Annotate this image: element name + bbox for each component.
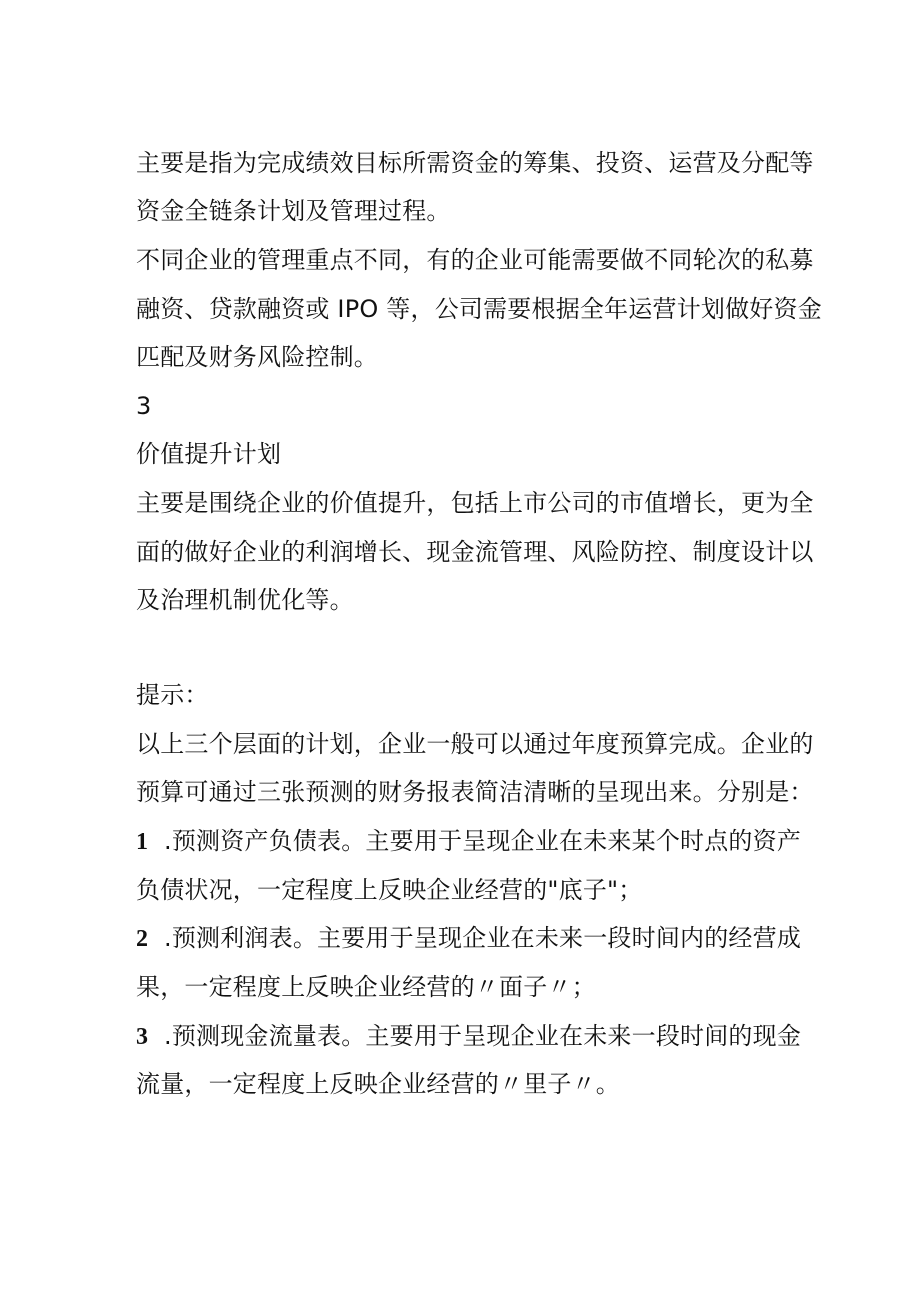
list-item [136, 1021, 801, 1052]
paragraph-line: 融资、贷款融资或 IPO 等，公司需要根据全年运营计划做好资金 [136, 295, 822, 323]
paragraph-line: 主要是围绕企业的价值提升，包括上市公司的市值增长，更为全 [136, 489, 814, 517]
paragraph-line: 面的做好企业的利润增长、现金流管理、风险防控、制度设计以 [136, 538, 814, 566]
section-heading: 价值提升计划 [136, 440, 282, 468]
list-item-continuation: 果，一定程度上反映企业经营的〃面子〃； [136, 973, 596, 1001]
list-item [136, 826, 801, 857]
section-number: 3 [136, 392, 152, 420]
paragraph-line: 及治理机制优化等。 [136, 586, 354, 614]
list-item-number: 3 [136, 1024, 149, 1050]
paragraph-line: 资金全链条计划及管理过程。 [136, 197, 451, 225]
paragraph-line: 不同企业的管理重点不同，有的企业可能需要做不同轮次的私募 [136, 246, 814, 274]
list-item [136, 923, 801, 954]
paragraph-line: 以上三个层面的计划，企业一般可以通过年度预算完成。企业的 [136, 730, 814, 758]
list-item-number: 2 [136, 926, 149, 952]
list-item-text: .预测资产负债表。主要用于呈现企业在未来某个时点的资产 [164, 827, 802, 855]
paragraph-line: 匹配及财务风险控制。 [136, 343, 378, 371]
list-item-text: .预测现金流量表。主要用于呈现企业在未来一段时间的现金 [164, 1022, 802, 1050]
list-item-continuation: 负债状况，一定程度上反映企业经营的"底子"； [136, 876, 643, 904]
list-item-number: 1 [136, 829, 149, 855]
paragraph-line: 主要是指为完成绩效目标所需资金的筹集、投资、运营及分配等 [136, 149, 814, 177]
paragraph-line: 预算可通过三张预测的财务报表简洁清晰的呈现出来。分别是： [136, 778, 814, 806]
list-item-text: .预测利润表。主要用于呈现企业在未来一段时间内的经营成 [164, 924, 802, 952]
tips-heading: 提示： [136, 681, 209, 709]
list-item-continuation: 流量，一定程度上反映企业经营的〃里子〃。 [136, 1070, 620, 1098]
